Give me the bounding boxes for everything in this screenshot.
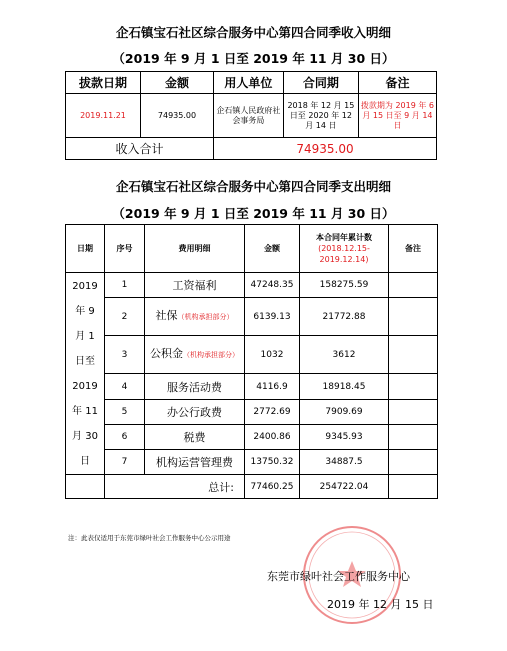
expense-header-date: 日期 — [66, 225, 105, 273]
expense-header-row — [66, 225, 438, 273]
income-header-contract: 合同期 — [283, 72, 358, 94]
expense-item: 税费 — [145, 425, 245, 450]
expense-row — [66, 336, 438, 374]
income-title: 企石镇宝石社区综合服务中心第四合同季收入明细 — [115, 25, 391, 40]
expense-item — [145, 336, 245, 374]
expense-remark — [389, 425, 438, 450]
income-total-row — [66, 138, 437, 160]
expense-cumulative: 158275.59 — [300, 273, 389, 298]
expense-header-cumulative — [300, 225, 389, 273]
expense-total-remark — [389, 475, 438, 499]
expense-amount: 1032 — [245, 336, 300, 374]
expense-seq: 4 — [105, 374, 145, 400]
expense-item-sub: （机构承担部分） — [183, 351, 239, 359]
income-table — [65, 71, 437, 160]
expense-item-label: 公积金 — [150, 347, 183, 360]
footer-org: 东莞市绿叶社会工作服务中心 — [267, 570, 410, 583]
expense-amount: 6139.13 — [245, 298, 300, 336]
expense-item: 服务活动费 — [145, 374, 245, 400]
income-total-label: 收入合计 — [66, 138, 214, 160]
income-header-date: 拔款日期 — [66, 72, 141, 94]
expense-row — [66, 450, 438, 475]
expense-total-amount: 77460.25 — [245, 475, 300, 499]
expense-seq: 6 — [105, 425, 145, 450]
income-date: 2019.11.21 — [66, 94, 141, 138]
footer-date: 2019 年 12 月 15 日 — [327, 598, 434, 611]
expense-header-cumulative-range: (2018.12.15-2019.12.14) — [318, 244, 370, 264]
expense-header-remark: 备注 — [389, 225, 438, 273]
expense-remark — [389, 374, 438, 400]
income-amount: 74935.00 — [141, 94, 214, 138]
expense-remark — [389, 450, 438, 475]
expense-cumulative: 7909.69 — [300, 400, 389, 425]
expense-seq: 5 — [105, 400, 145, 425]
expense-date-cell: 2019 年 9 月 1 日至 2019 年 11 月 30 日 — [66, 273, 105, 475]
expense-item: 工资福利 — [145, 273, 245, 298]
expense-row — [66, 273, 438, 298]
expense-amount: 13750.32 — [245, 450, 300, 475]
income-header-row — [66, 72, 437, 94]
expense-header-cumulative-label: 本合同年累计数 — [316, 233, 372, 242]
expense-total-date-cell — [66, 475, 105, 499]
income-employer: 企石镇人民政府社会事务局 — [213, 94, 283, 138]
expense-header-item: 费用明细 — [145, 225, 245, 273]
income-header-employer: 用人单位 — [213, 72, 283, 94]
expense-amount: 2400.86 — [245, 425, 300, 450]
expense-period: （2019 年 9 月 1 日至 2019 年 11 月 30 日） — [112, 206, 395, 221]
expense-table — [65, 224, 438, 499]
expense-remark — [389, 298, 438, 336]
expense-cumulative: 21772.88 — [300, 298, 389, 336]
expense-title: 企石镇宝石社区综合服务中心第四合同季支出明细 — [115, 179, 391, 194]
expense-item-sub: （机构承担部分） — [177, 313, 234, 321]
expense-row — [66, 298, 438, 336]
expense-seq: 3 — [105, 336, 145, 374]
income-header-amount: 金额 — [141, 72, 214, 94]
expense-remark — [389, 273, 438, 298]
expense-seq: 7 — [105, 450, 145, 475]
expense-cumulative: 18918.45 — [300, 374, 389, 400]
expense-header-seq: 序号 — [105, 225, 145, 273]
expense-amount: 4116.9 — [245, 374, 300, 400]
expense-item — [145, 298, 245, 336]
expense-row — [66, 400, 438, 425]
expense-total-cumulative: 254722.04 — [300, 475, 389, 499]
expense-header-amount: 金额 — [245, 225, 300, 273]
expense-cumulative: 9345.93 — [300, 425, 389, 450]
income-period: （2019 年 9 月 1 日至 2019 年 11 月 30 日） — [112, 51, 395, 66]
expense-remark — [389, 336, 438, 374]
footer-note: 注：此表仅适用于东莞市绿叶社会工作服务中心公示用途 — [68, 534, 231, 542]
expense-item: 办公行政费 — [145, 400, 245, 425]
income-contract-period: 2018 年 12 月 15 日至 2020 年 12 月 14 日 — [283, 94, 358, 138]
expense-amount: 47248.35 — [245, 273, 300, 298]
expense-row — [66, 374, 438, 400]
expense-seq: 1 — [105, 273, 145, 298]
expense-item-label: 社保 — [155, 309, 178, 322]
income-total-value: 74935.00 — [213, 138, 436, 160]
expense-cumulative: 34887.5 — [300, 450, 389, 475]
expense-item: 机构运营管理费 — [145, 450, 245, 475]
income-remark: 拨款期为 2019 年 6 月 15 日至 9 月 14 日 — [358, 94, 436, 138]
expense-remark — [389, 400, 438, 425]
expense-cumulative: 3612 — [300, 336, 389, 374]
expense-seq: 2 — [105, 298, 145, 336]
expense-total-label: 总计: — [105, 475, 245, 499]
income-row — [66, 94, 437, 138]
expense-row — [66, 425, 438, 450]
expense-total-row — [66, 475, 438, 499]
expense-amount: 2772.69 — [245, 400, 300, 425]
income-header-remark: 备注 — [358, 72, 436, 94]
